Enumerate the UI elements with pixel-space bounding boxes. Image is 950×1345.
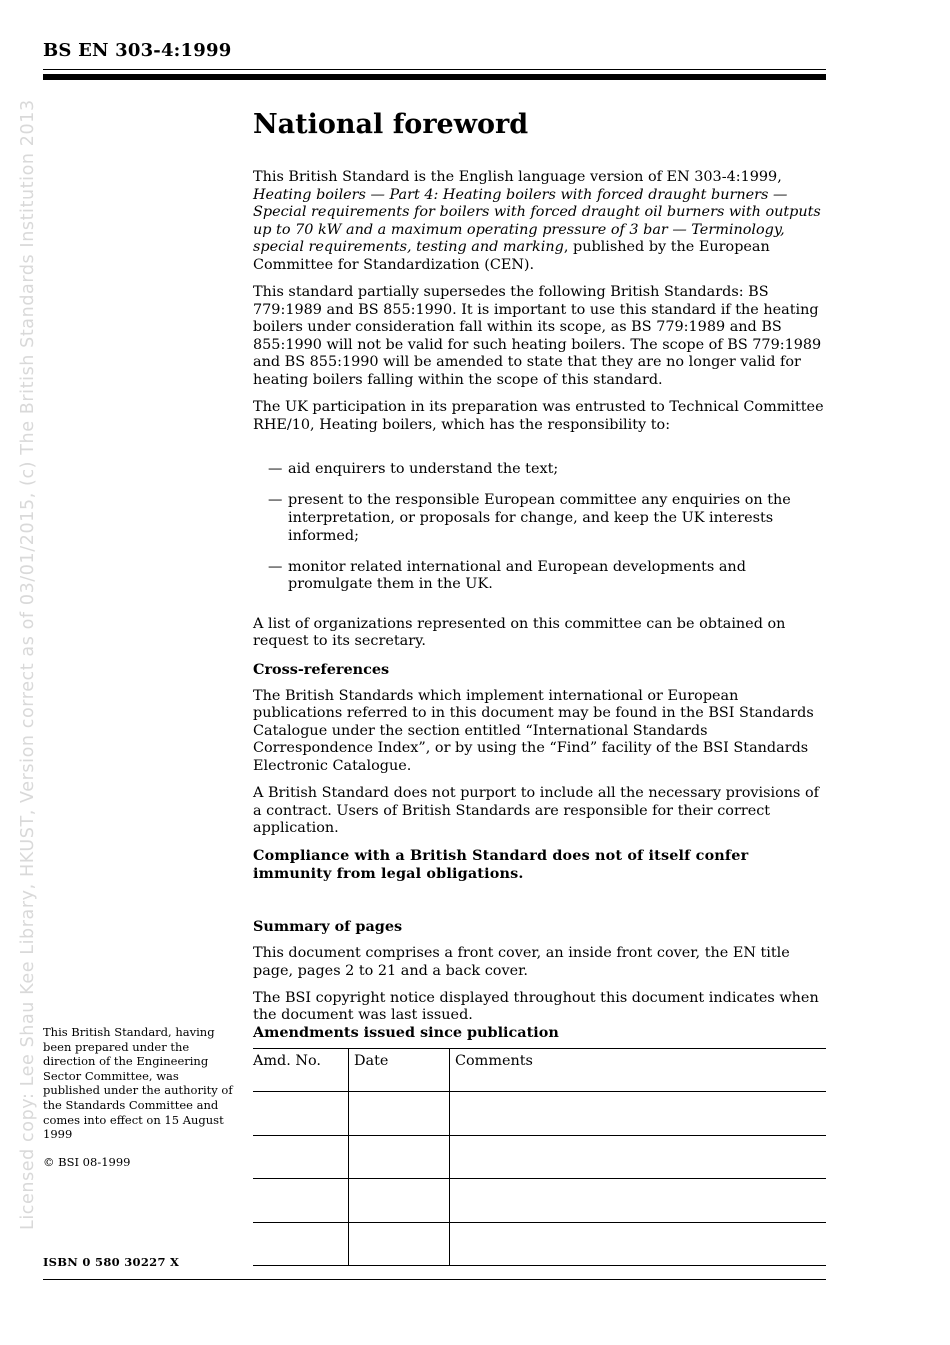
copyright-line: © BSI 08-1999	[43, 1155, 131, 1169]
page-title: National foreword	[253, 109, 529, 140]
list-item	[253, 461, 828, 479]
license-watermark: Licensed copy: Lee Shau Kee Library, HKUST, Version correct as of 03/01/2015, (c) The British Standards Institution 2013	[18, 99, 38, 1230]
table-cell	[450, 1179, 827, 1222]
intro-text-start: This British Standard is the English language version of EN 303-4:1999,	[253, 169, 782, 185]
dash-bullet: —	[268, 492, 283, 509]
list-item	[253, 492, 828, 545]
committee-paragraph: The UK participation in its preparation was entrusted to Technical Committee RHE/10, Heating boilers, which has the responsibility to:	[253, 399, 824, 433]
table-row	[253, 1179, 826, 1222]
organizations-paragraph: A list of organizations represented on this committee can be obtained on request to its secretary.	[253, 615, 786, 650]
responsibility-list	[253, 461, 828, 594]
spacer	[253, 892, 828, 918]
table-cell	[253, 1135, 349, 1178]
footer-rule	[43, 1279, 826, 1280]
amendments-title: Amendments issued since publication	[253, 1024, 559, 1041]
header-amd-no-text: Amd. No.	[253, 1053, 321, 1069]
header-amd-no	[253, 1049, 349, 1092]
dash-bullet: —	[268, 461, 283, 478]
header-rule-thick	[43, 74, 826, 80]
list-item-text: monitor related international and European developments and promulgate them in the UK.	[288, 558, 746, 593]
list-item-text: present to the responsible European committee any enquiries on the interpretation, or proposals for change, and keep the UK interests informed;	[288, 492, 791, 544]
table-cell	[450, 1092, 827, 1135]
summary-heading: Summary of pages	[253, 918, 403, 936]
table-cell	[253, 1092, 349, 1135]
document-code: BS EN 303-4:1999	[43, 40, 232, 61]
table-header-row	[253, 1049, 826, 1092]
table-cell	[253, 1222, 349, 1265]
header-date-text: Date	[354, 1053, 389, 1069]
table-cell	[253, 1179, 349, 1222]
intro-text-end: , published by the European Committee for Standardization (CEN).	[253, 239, 770, 273]
table-cell	[349, 1135, 450, 1178]
table-cell	[450, 1222, 827, 1265]
table-cell	[349, 1179, 450, 1222]
header-rule-thin	[43, 69, 826, 70]
compliance-statement: Compliance with a British Standard does not of itself confer immunity from legal obligations.	[253, 847, 749, 882]
supersedes-paragraph: This standard partially supersedes the following British Standards: BS 779:1989 and BS 855:1990. It is important to use this standard if the heating boilers under consideration fall within its scope, as BS 779:1989 and BS 855:1990 will not be valid for such heating boilers. The scope of BS 779:1989 and BS 855:1990 will be amended to state that they are no longer valid for heating boilers falling within the scope of this standard.	[253, 284, 822, 389]
header-comments-text: Comments	[455, 1053, 533, 1069]
header-date	[349, 1049, 450, 1092]
table-cell	[349, 1092, 450, 1135]
header-comments	[450, 1049, 827, 1092]
standard-title-italic: Heating boilers — Part 4: Heating boilers with forced draught burners — Special requirements for boilers with forced draught oil burners with outputs up to 70 kW and a maximum operating pressure of 3 bar — Terminology, special requirements, testing and marking	[253, 186, 821, 256]
list-item-text: aid enquirers to understand the text;	[288, 461, 559, 478]
provisions-paragraph: A British Standard does not purport to include all the necessary provisions of a contract. Users of British Standards are responsible for their correct application.	[253, 785, 819, 837]
summary-paragraph: This document comprises a front cover, an inside front cover, the EN title page, pages 2 to 21 and a back cover.	[253, 945, 790, 979]
intro-paragraph	[253, 169, 828, 275]
table-cell	[450, 1135, 827, 1178]
copyright-notice-paragraph: The BSI copyright notice displayed throughout this document indicates when the document was last issued.	[253, 989, 819, 1024]
publication-note: This British Standard, having been prepared under the direction of the Engineering Sector Committee, was published under the authority of the Standards Committee and comes into effect on 15 August 1999	[43, 1025, 233, 1142]
dash-bullet: —	[268, 558, 283, 575]
table-row	[253, 1222, 826, 1265]
list-item	[253, 559, 828, 594]
table-row	[253, 1092, 826, 1135]
cross-references-heading: Cross-references	[253, 660, 390, 678]
amendments-table	[253, 1048, 826, 1266]
main-content	[253, 108, 828, 1035]
table-cell	[349, 1222, 450, 1265]
table-row	[253, 1135, 826, 1178]
isbn: ISBN 0 580 30227 X	[43, 1255, 180, 1269]
cross-references-paragraph: The British Standards which implement international or European publications referred to in this document may be found in the BSI Standards Catalogue under the section entitled “International Standards Correspondence Index”, or by using the “Find” facility of the BSI Standards Electronic Catalogue.	[253, 687, 814, 775]
